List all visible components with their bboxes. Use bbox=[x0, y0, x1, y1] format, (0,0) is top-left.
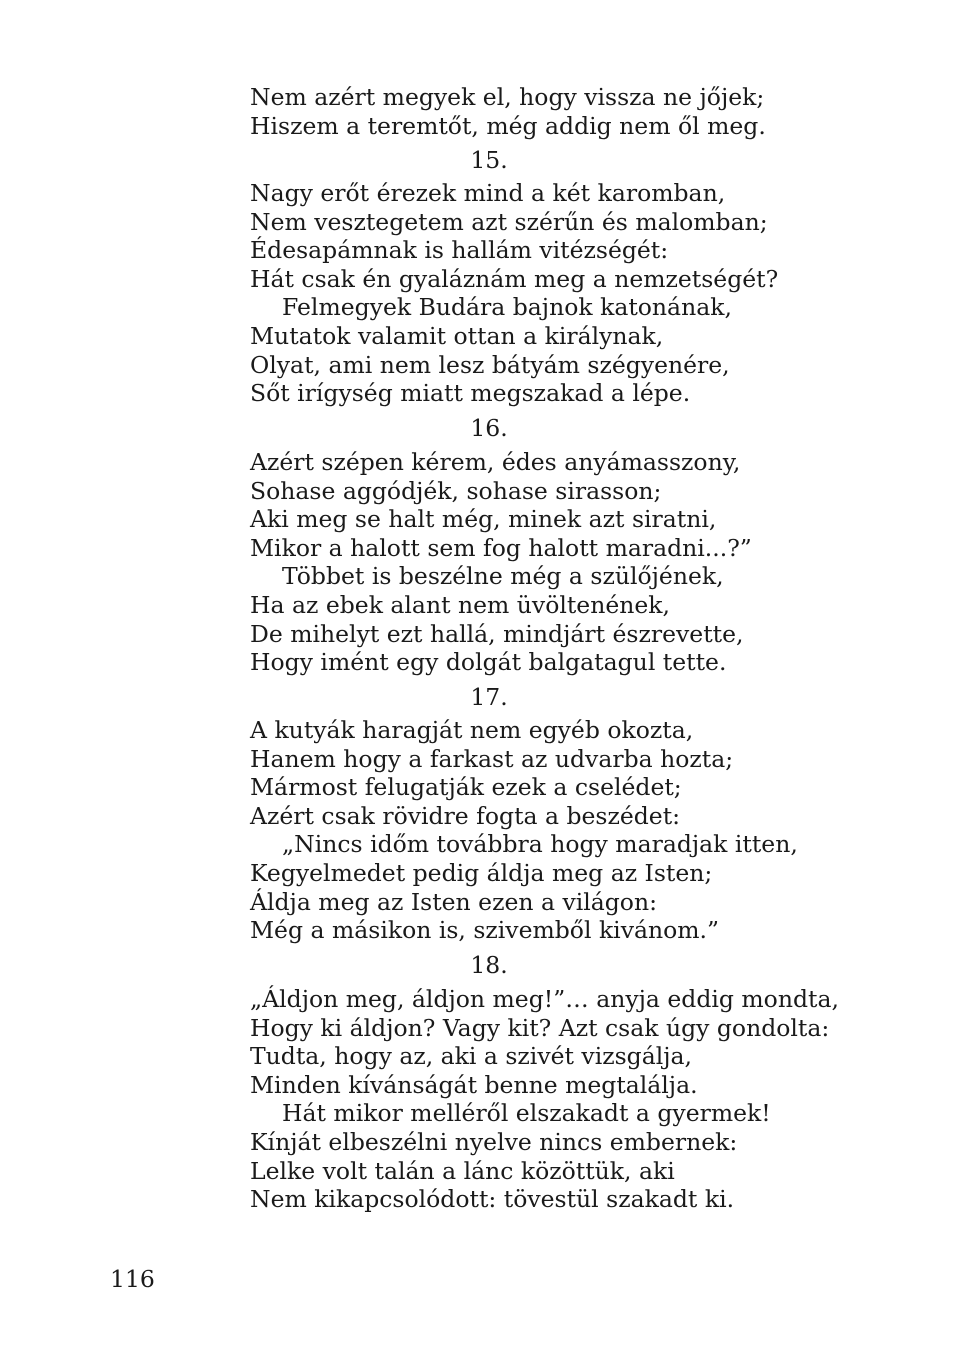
poem-line: „Nincs időm továbbra hogy maradjak itten, bbox=[282, 830, 798, 859]
poem-line: Hiszem a teremtőt, még addig nem ől meg. bbox=[250, 111, 766, 140]
stanza-16 bbox=[250, 448, 890, 677]
stanza-17 bbox=[250, 716, 890, 945]
poem-line: Aki meg se halt még, minek azt siratni, bbox=[250, 505, 717, 534]
poem-line: Azért csak rövidre fogta a beszédet: bbox=[250, 801, 681, 830]
poem-line: Hanem hogy a farkast az udvarba hozta; bbox=[250, 744, 734, 773]
poem-line: Többet is beszélne még a szülőjének, bbox=[282, 562, 724, 591]
poem-line: Kínját elbeszélni nyelve nincs embernek: bbox=[250, 1127, 738, 1156]
poem-line: Olyat, ami nem lesz bátyám szégyenére, bbox=[250, 350, 730, 379]
page-number: 116 bbox=[110, 1265, 155, 1293]
poem-line: Hogy imént egy dolgát balgatagul tette. bbox=[250, 648, 727, 677]
stanza-number: 15. bbox=[470, 146, 508, 174]
poem-line: Hogy ki áldjon? Vagy kit? Azt csak úgy gondolta: bbox=[250, 1013, 830, 1042]
poem-line: Sohase aggódjék, sohase sirasson; bbox=[250, 476, 662, 505]
poem-line: Mármost felugatják ezek a cselédet; bbox=[250, 773, 682, 802]
poem-line: A kutyák haragját nem egyéb okozta, bbox=[250, 716, 694, 744]
poem-line: Lelke volt talán a lánc közöttük, aki bbox=[250, 1156, 675, 1185]
stanza-number: 17. bbox=[470, 683, 508, 711]
poem-line: Édesapámnak is hallám vitézségét: bbox=[250, 236, 669, 265]
poem-line: Minden kívánságát benne megtalálja. bbox=[250, 1070, 698, 1099]
poem-line: „Áldjon meg, áldjon meg!”… anyja eddig mondta, bbox=[250, 985, 839, 1013]
poem-line: Felmegyek Budára bajnok katonának, bbox=[282, 293, 732, 322]
stanza-number: 18. bbox=[470, 951, 508, 979]
poem-line: Hát mikor melléről elszakadt a gyermek! bbox=[282, 1099, 771, 1128]
poem-line: Nem kikapcsolódott: tövestül szakadt ki. bbox=[250, 1185, 735, 1214]
poem-line: Mikor a halott sem fog halott maradni...?” bbox=[250, 533, 752, 562]
poem-line: Hát csak én gyaláznám meg a nemzetségét? bbox=[250, 264, 779, 293]
poem-line: Kegyelmedet pedig áldja meg az Isten; bbox=[250, 858, 713, 887]
poem-line: Mutatok valamit ottan a királynak, bbox=[250, 321, 664, 350]
poem-line: Nem azért megyek el, hogy vissza ne jőjek; bbox=[250, 83, 765, 111]
stanza-15 bbox=[250, 179, 890, 408]
poem-line: Áldja meg az Isten ezen a világon: bbox=[250, 887, 658, 916]
poem-line: Még a másikon is, szivemből kivánom.” bbox=[250, 916, 720, 945]
poem-line: Nagy erőt érezek mind a két karomban, bbox=[250, 179, 726, 207]
poem-line: Tudta, hogy az, aki a szivét vizsgálja, bbox=[250, 1042, 692, 1071]
poem-line: Azért szépen kérem, édes anyámasszony, bbox=[250, 448, 741, 476]
stanza-number: 16. bbox=[470, 414, 508, 442]
poem-line: De mihelyt ezt hallá, mindjárt észrevette, bbox=[250, 619, 744, 648]
poem-line: Ha az ebek alant nem üvöltenének, bbox=[250, 590, 671, 619]
stanza-18 bbox=[250, 985, 890, 1214]
opening-lines bbox=[250, 83, 890, 140]
poem-line: Sőt irígység miatt megszakad a lépe. bbox=[250, 379, 691, 408]
poem-line: Nem vesztegetem azt szérűn és malomban; bbox=[250, 207, 768, 236]
